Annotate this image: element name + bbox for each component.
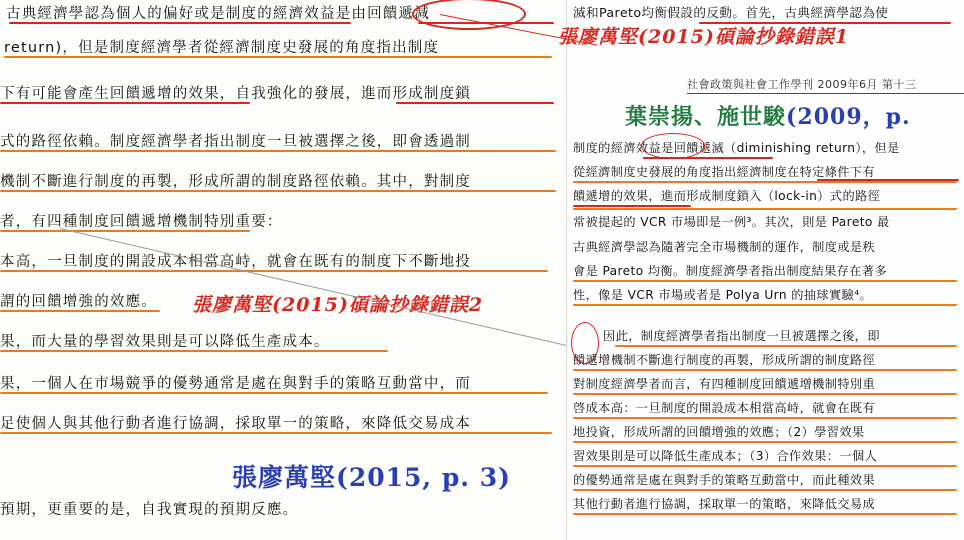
right-line-14: 的優勢通常是處在與對手的策略互動當中，而此種效果 <box>573 473 876 487</box>
left-line-1: 古典經濟學認為個人的偏好或是制度的經濟效益是由回饋遞減 <box>6 6 430 22</box>
journal-header: 社會政策與社會工作學刊 2009年6月 第十三 <box>687 78 917 91</box>
right-top-line: 滅和Pareto均衡假設的反動。首先，古典經濟學認為使 <box>573 5 889 20</box>
left-line-9: 果，而大量的學習效果則是可以降低生產成本。 <box>0 334 330 350</box>
right-line-1: 制度的經濟效益是回饋遞滅（diminishing return），但是 <box>573 141 900 155</box>
right-line-4: 常被提起的 VCR 市場即是一例³。其次，則是 Pareto 最 <box>573 215 890 229</box>
right-citation-year: (2009，p. <box>786 104 911 130</box>
underline-orange-l9 <box>0 350 388 352</box>
left-line-8: 謂的回饋增強的效應。 <box>0 294 157 310</box>
underline-orange-r7 <box>573 304 957 306</box>
right-line-8: 因此，制度經濟學者指出制度一旦被選擇之後，即 <box>603 329 880 343</box>
left-line-12: 預期，更重要的是，自我實現的預期反應。 <box>0 502 299 518</box>
right-citation-title <box>625 100 911 131</box>
underline-orange-r6 <box>573 280 957 282</box>
underline-orange-l5 <box>0 190 556 192</box>
underline-red-r3 <box>573 205 691 207</box>
underline-red-l1 <box>9 22 351 24</box>
right-citation-authors: 葉崇揚、施世駿 <box>625 104 787 130</box>
right-line-7: 性，像是 VCR 市場或者是 Polya Urn 的抽球實驗⁴。 <box>573 288 873 302</box>
highlight-ellipse-left-1 <box>412 0 526 30</box>
underline-orange-l7 <box>0 270 548 272</box>
underline-orange-r12 <box>573 441 957 443</box>
right-line-6: 會是 Pareto 均衡。制度經濟學者指出制度結果存在著多 <box>573 264 888 278</box>
right-line-15: 其他行動者進行協調，採取單一的策略，來降低交易成 <box>573 497 876 511</box>
left-line-7: 本高，一旦制度的開設成本相當高峙，就會在既有的制度下不斷地投 <box>0 254 471 270</box>
right-document-page <box>566 0 964 540</box>
right-line-10: 對制度經濟學者而言，有四種制度回饋遞增機制特別重 <box>573 377 876 391</box>
underline-orange-l4 <box>0 150 556 152</box>
highlight-ellipse-right-1 <box>641 133 705 159</box>
left-citation: 張廖萬堅(2015, p. 3) <box>232 463 511 492</box>
header-rule <box>687 93 964 94</box>
left-line-6: 者，有四種制度回饋遞增機制特別重要： <box>0 214 283 230</box>
right-line-2: 從經濟制度史發展的角度指出經濟制度在特定條件下有 <box>573 165 876 179</box>
right-line-3: 饋遞增的效果，進而形成制度鎖入（lock-in）式的路徑 <box>573 189 881 203</box>
left-line-5: 機制不斷進行制度的再製，形成所謂的制度路徑依賴。其中，對制度 <box>0 174 471 190</box>
right-line-11: 啓成本高：一旦制度的開設成本相當高峙，就會在既有 <box>573 401 876 415</box>
underline-orange-r11 <box>573 417 957 419</box>
annotation-callout-1: 張廖萬堅(2015)碩論抄錄錯誤1 <box>558 26 850 48</box>
underline-orange-l10 <box>0 392 548 394</box>
annotation-callout-2: 張廖萬堅(2015)碩論抄錄錯誤2 <box>192 294 484 316</box>
underline-orange-r3 <box>573 208 957 210</box>
underline-orange-l6 <box>0 230 250 232</box>
underline-red-l3 <box>0 102 250 104</box>
underline-orange-r10 <box>573 393 957 395</box>
underline-orange-r15 <box>573 513 957 515</box>
left-line-11: 足使個人與其他行動者進行協調，採取單一的策略，來降低交易成本 <box>0 416 471 432</box>
underline-orange-r9 <box>573 369 957 371</box>
left-line-10: 果，一個人在市場競爭的優勢通常是處在與對手的策略互動當中，而 <box>0 376 471 392</box>
underline-orange-l11 <box>0 432 552 434</box>
underline-red-l3b <box>396 102 554 104</box>
right-line-9: 饋遞增機制不斷進行制度的再製，形成所謂的制度路徑 <box>573 353 876 367</box>
right-line-5: 古典經濟學認為隨著完全市場機制的運作，制度或是秩 <box>573 240 876 254</box>
right-line-12: 地投資，形成所謂的回饋增強的效應；（2）學習效果 <box>573 425 865 439</box>
left-line-2: return)，但是制度經濟學者從經濟制度史發展的角度指出制度 <box>4 40 440 56</box>
underline-orange-r14 <box>573 489 957 491</box>
underline-orange-l2 <box>4 56 552 58</box>
left-line-3: 下有可能會產生回饋遞增的效果，自我強化的發展，進而形成制度鎖 <box>0 86 471 102</box>
left-line-4: 式的路徑依賴。制度經濟學者指出制度一旦被選擇之後，即會透過制 <box>0 134 471 150</box>
underline-orange-l8 <box>0 310 160 312</box>
underline-orange-r2 <box>573 181 957 183</box>
underline-red-r2 <box>817 179 959 181</box>
right-line-13: 習效果則是可以降低生產成本；（3）合作效果：一個人 <box>573 449 878 463</box>
underline-orange-r13 <box>573 465 957 467</box>
underline-orange-r8 <box>615 345 957 347</box>
